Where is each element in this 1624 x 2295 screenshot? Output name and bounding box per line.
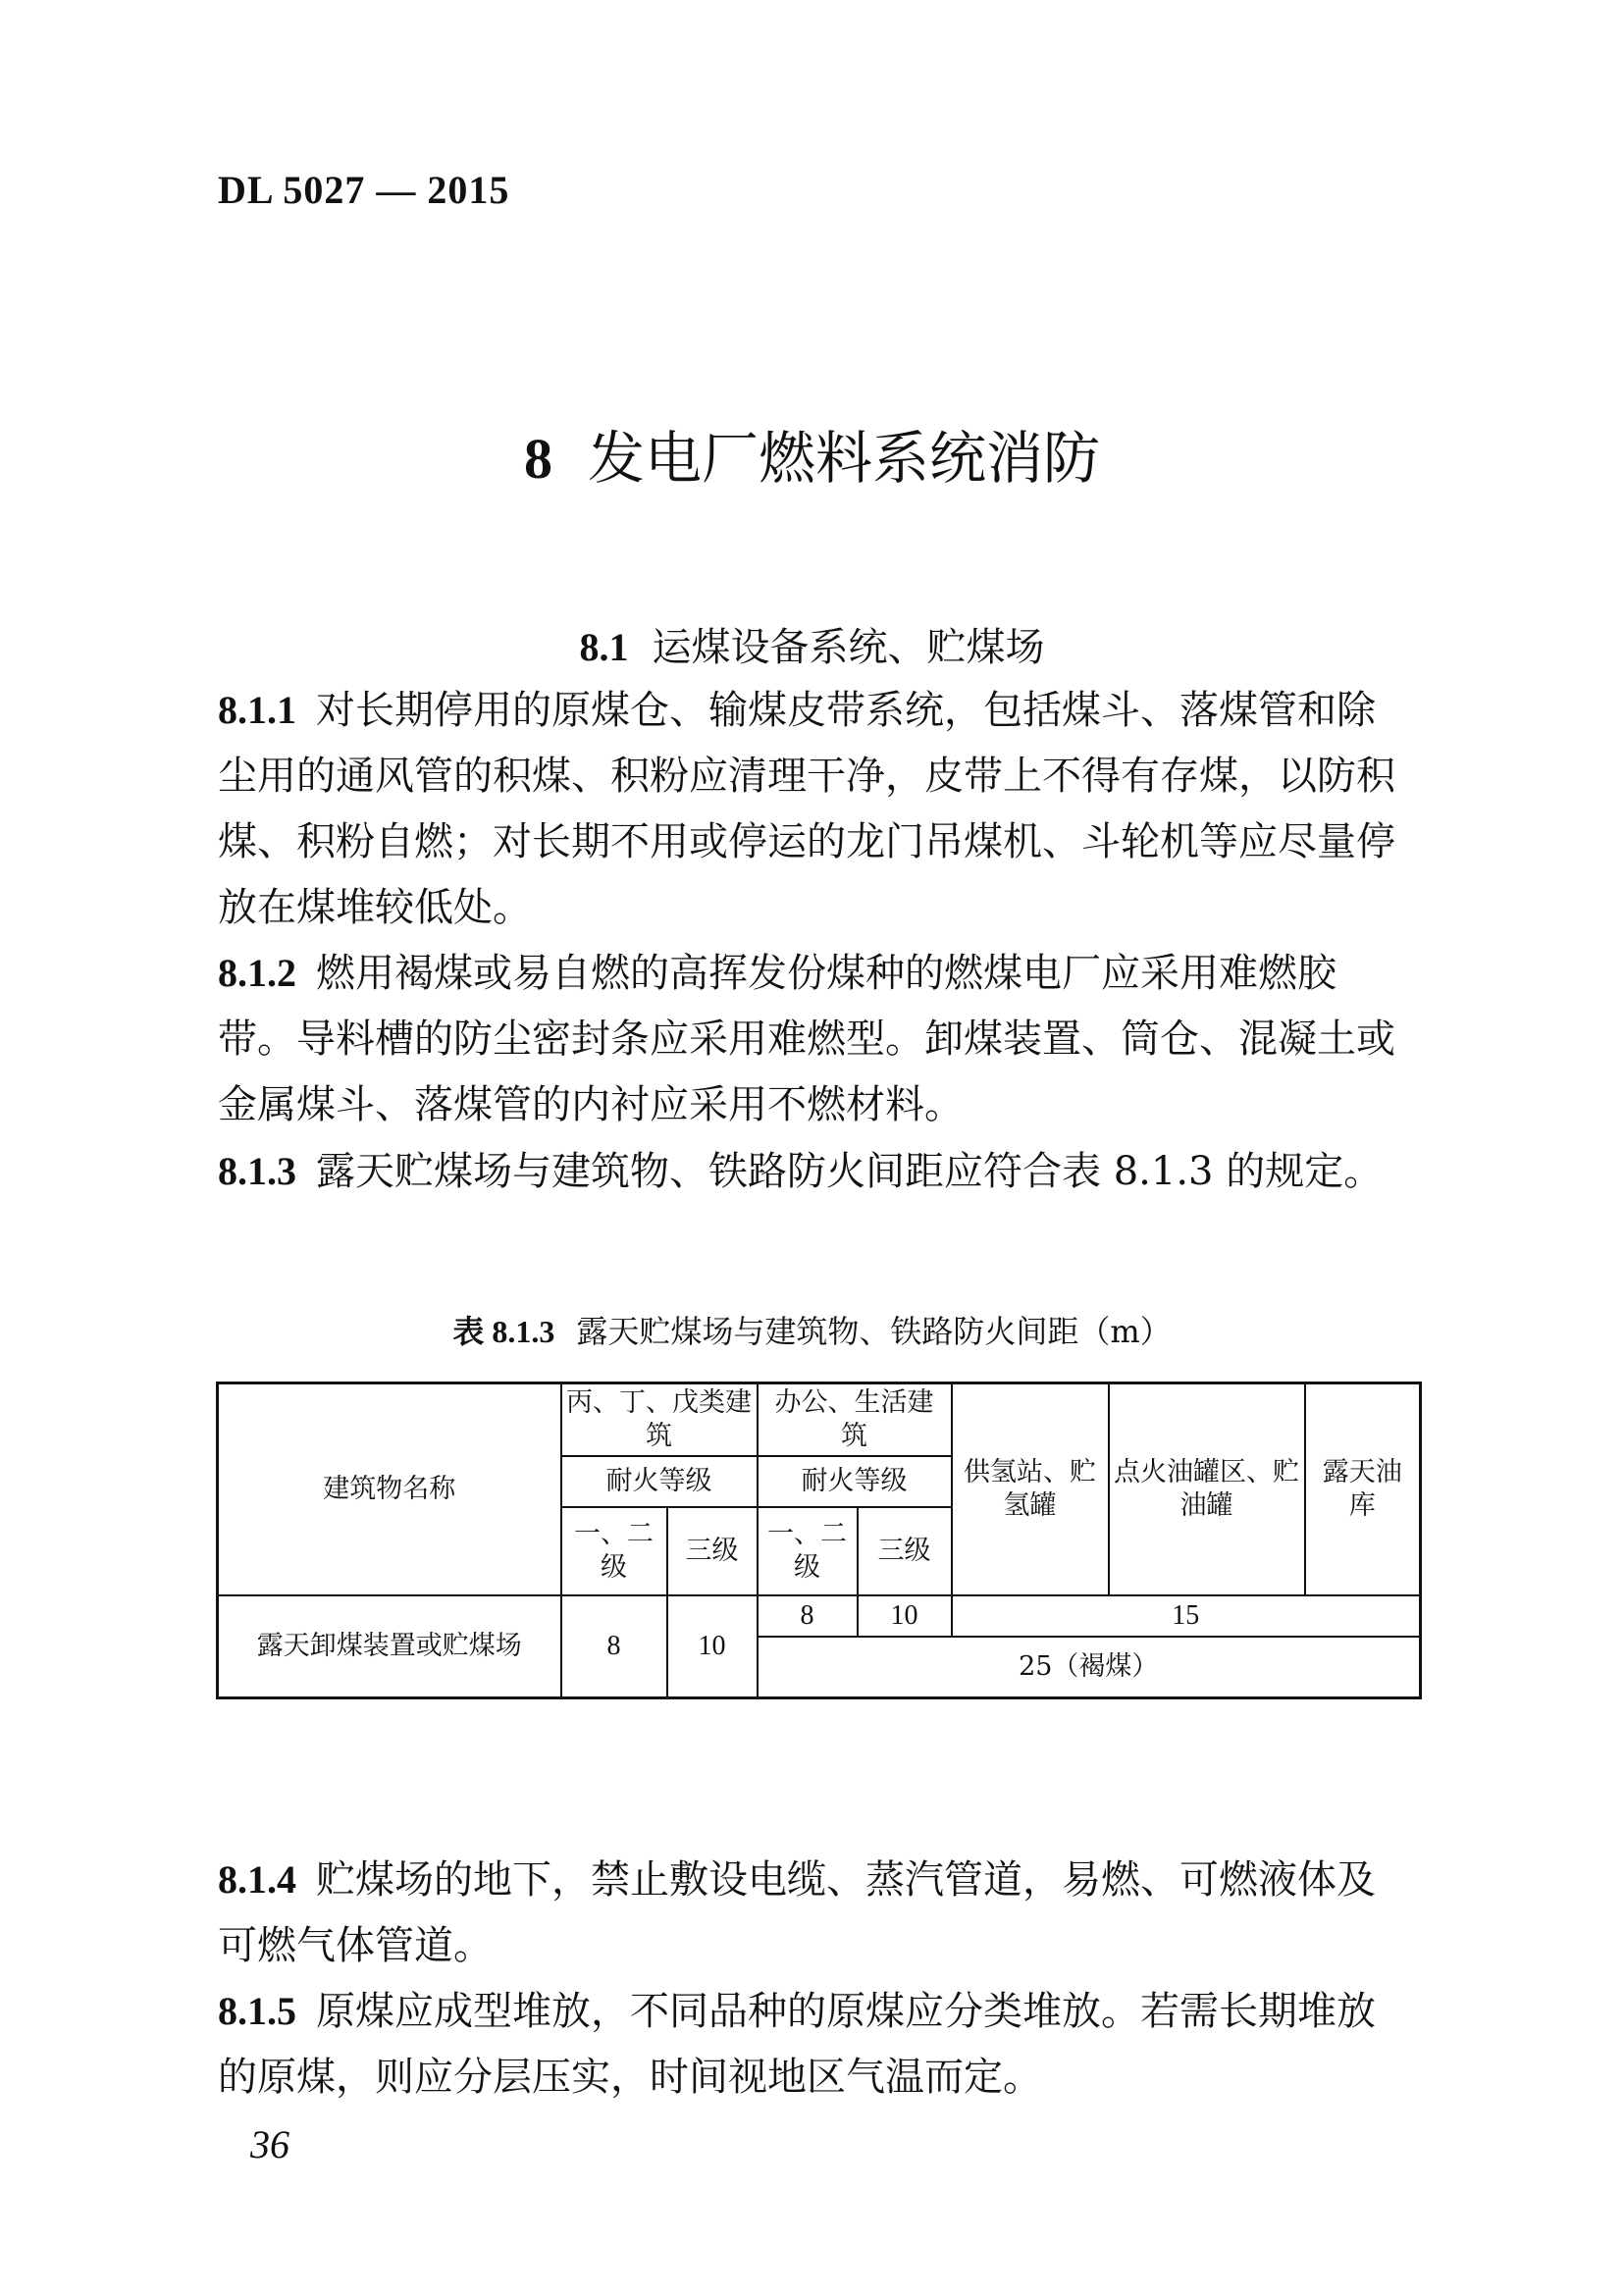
table-title: 露天贮煤场与建筑物、铁路防火间距（m） [576, 1313, 1172, 1350]
cell-office-grade12: 8 [758, 1595, 858, 1637]
header-hydrogen: 供氢站、贮氢罐 [952, 1383, 1109, 1596]
fire-distance-table [216, 1382, 1422, 1699]
cell-industrial-grade12: 8 [561, 1595, 667, 1697]
row-name: 露天卸煤装置或贮煤场 [218, 1595, 561, 1697]
clause-8-1-5 [218, 1978, 1413, 2111]
chapter-title-text: 发电厂燃料系统消防 [587, 425, 1100, 492]
header-grade12-1: 一、二级 [561, 1507, 667, 1595]
clause-8-1-2 [218, 940, 1413, 1138]
header-fire-rating-2: 耐火等级 [758, 1456, 952, 1507]
table-caption [0, 1307, 1624, 1352]
cell-industrial-grade3: 10 [667, 1595, 758, 1697]
chapter-number: 8 [523, 427, 552, 491]
header-group-industrial: 丙、丁、戊类建筑 [561, 1383, 758, 1457]
document-code: DL 5027 — 2015 [218, 168, 510, 212]
cell-lignite: 25（褐煤） [758, 1637, 1421, 1697]
table-number: 表 8.1.3 [452, 1314, 555, 1349]
header-oil-area: 点火油罐区、贮油罐 [1109, 1383, 1305, 1596]
clause-number: 8.1.3 [218, 1149, 296, 1193]
clause-number: 8.1.4 [218, 1857, 296, 1902]
clause-number: 8.1.1 [218, 688, 296, 732]
clause-8-1-1 [218, 677, 1413, 941]
header-open-oil: 露天油库 [1305, 1383, 1421, 1596]
clause-8-1-4 [218, 1847, 1413, 1979]
clause-8-1-3 [218, 1138, 1413, 1205]
section-title-text: 运煤设备系统、贮煤场 [652, 625, 1045, 670]
header-grade3-2: 三级 [858, 1507, 952, 1595]
chapter-title [0, 412, 1624, 495]
clause-text: 燃用褐煤或易自燃的高挥发份煤种的燃煤电厂应采用难燃胶带。导料槽的防尘密封条应采用难燃型。卸煤装置、筒仓、混凝土或金属煤斗、落煤管的内衬应采用不燃材料。 [218, 951, 1395, 1127]
section-number: 8.1 [579, 625, 629, 669]
cell-merged-15: 15 [952, 1595, 1421, 1637]
header-fire-rating-1: 耐火等级 [561, 1456, 758, 1507]
clause-text: 原煤应成型堆放，不同品种的原煤应分类堆放。若需长期堆放的原煤，则应分层压实，时间视地区气温而定。 [218, 1989, 1376, 2100]
cell-office-grade3: 10 [858, 1595, 952, 1637]
header-building-name: 建筑物名称 [218, 1383, 561, 1596]
header-grade3-1: 三级 [667, 1507, 758, 1595]
header-group-office: 办公、生活建筑 [758, 1383, 952, 1457]
clause-number: 8.1.5 [218, 1989, 296, 2033]
clause-text: 露天贮煤场与建筑物、铁路防火间距应符合表 8.1.3 的规定。 [316, 1149, 1384, 1194]
clause-text: 对长期停用的原煤仓、输煤皮带系统，包括煤斗、落煤管和除尘用的通风管的积煤、积粉应清理干净，皮带上不得有存煤，以防积煤、积粉自燃；对长期不用或停运的龙门吊煤机、斗轮机等应尽量停放在煤堆较低处。 [218, 688, 1395, 930]
header-grade12-2: 一、二级 [758, 1507, 858, 1595]
clause-text: 贮煤场的地下，禁止敷设电缆、蒸汽管道，易燃、可燃液体及可燃气体管道。 [218, 1857, 1376, 1968]
clause-number: 8.1.2 [218, 951, 296, 995]
section-title [0, 616, 1624, 672]
page-number: 36 [250, 2122, 289, 2166]
